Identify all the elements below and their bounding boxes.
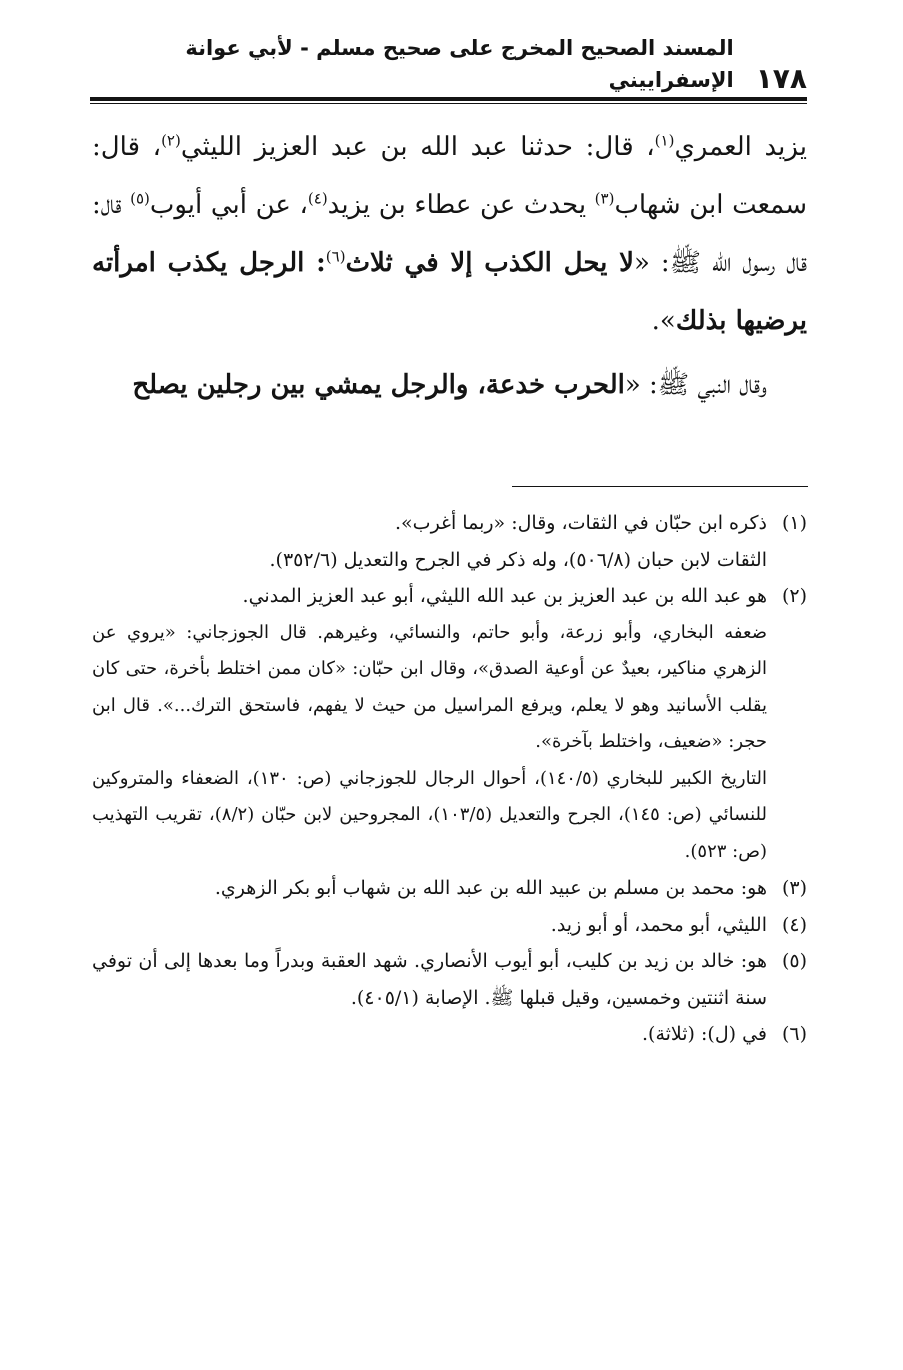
footnote-2-detail: ضعفه البخاري، وأبو زرعة، وأبو حاتم، والنسائي، وغيرهم. قال الجوزجاني: «يروي عن الزهري مناكير، بعيدٌ عن أوعية الصدق»، وقال ابن حبّان: «كان ممن اختلط بأخرة، حتى كان يقلب الأسانيد وهو لا يعلم، ويرفع المراسيل من حيث لا يفهم، فاستحق الترك...». قال ابن حجر: «ضعيف، واختلط بآخرة». <box>92 621 767 752</box>
paragraph-hadith-2: وقال النبي ﷺ: «الحرب خدعة، والرجل يمشي بين رجلين يصلح <box>132 370 767 400</box>
footnote-number: (٤) <box>781 913 807 936</box>
footnote-4 <box>92 907 807 944</box>
footnote-2-references: التاريخ الكبير للبخاري (١٤٠/٥)، أحوال الرجال للجوزجاني (ص: ١٣٠)، الضعفاء والمتروكين للنسائي (ص: ١٤٥)، الجرح والتعديل (١٠٣/٥)، المجروحين لابن حبّان (٨/٢)، تقريب التهذيب (ص: ٥٢٣). <box>92 767 767 862</box>
footnote-3 <box>92 870 807 907</box>
footnote-ref-6[interactable]: (٦) <box>325 247 346 266</box>
footnote-number: (٣) <box>781 877 807 899</box>
header-rule-thin <box>90 103 807 104</box>
footnote-ref-4[interactable]: (٤) <box>307 189 328 208</box>
footnote-6 <box>92 1016 807 1053</box>
running-title: المسند الصحيح المخرج على صحيح مسلم - لأبي عوانة الإسفراييني <box>185 36 734 92</box>
footnote-text: في (ل): (ثلاثة). <box>642 1023 767 1045</box>
page-number: ١٧٨ <box>755 62 807 95</box>
footnote-ref-3[interactable]: (٣) <box>594 189 615 208</box>
footnote-number: (٥) <box>781 950 807 972</box>
footnote-text: ذكره ابن حبّان في الثقات، وقال: «ربما أغرب». <box>395 512 767 534</box>
footnote-ref-5[interactable]: (٥) <box>130 189 150 208</box>
main-text <box>92 118 807 414</box>
footnote-number: (٢) <box>781 585 807 607</box>
footnote-ref-2[interactable]: (٢) <box>161 131 181 150</box>
footnote-separator <box>512 486 808 487</box>
footnote-text: الليثي، أبو محمد، أو أبو زيد. <box>550 913 767 936</box>
hadith-text-2: الحرب خدعة، والرجل يمشي بين رجلين يصلح <box>132 370 625 400</box>
footnote-1-reference: الثقات لابن حبان (٥٠٦/٨)، وله ذكر في الجرح والتعديل (٣٥٢/٦). <box>269 548 767 571</box>
hadith-text-cont: : الرجل يكذب امرأته يرضيها بذلك <box>92 248 807 336</box>
footnote-ref-1[interactable]: (١) <box>654 131 675 150</box>
page-header <box>90 36 807 96</box>
footnote-text: هو: خالد بن زيد بن كليب، أبو أيوب الأنصاري. شهد العقبة وبدراً وما بعدها إلى أن توفي سنة اثنتين وخمسين، وقيل قبلها ﷺ. الإصابة (٤٠٥/١). <box>92 950 767 1009</box>
footnote-text: هو عبد الله بن عبد العزيز بن عبد الله الليثي، أبو عبد العزيز المدني. <box>242 585 767 607</box>
footnote-text: هو: محمد بن مسلم بن عبيد الله بن عبد الله بن شهاب أبو بكر الزهري. <box>214 877 767 899</box>
footnote-number: (١) <box>781 512 807 534</box>
hadith-text: لا يحل الكذب إلا في ثلاث <box>345 248 634 278</box>
footnote-2 <box>92 578 807 615</box>
footnote-number: (٦) <box>781 1023 807 1045</box>
footnote-1 <box>92 505 807 542</box>
footnotes <box>92 505 807 1053</box>
header-rule <box>90 97 807 101</box>
footnote-5 <box>92 943 807 1016</box>
paragraph-hadith-1: يزيد العمري$^{(١)}$، قال: حدثنا عبد الله بن عبد العزيز الليثي$^{(٢)}$، قال: سمعت ابن شهاب$^{(٣)}$ يحدث عن عطاء بن يزيد$^{(٤)}$، عن أبي أيوب$^{(٥)}$ قال: قال رسول الله ﷺ: «لا يحل الكذب إلا في ثلاث$^{(٦)}$: الرجل يكذب امرأته يرضيها بذلك». <box>92 131 807 336</box>
